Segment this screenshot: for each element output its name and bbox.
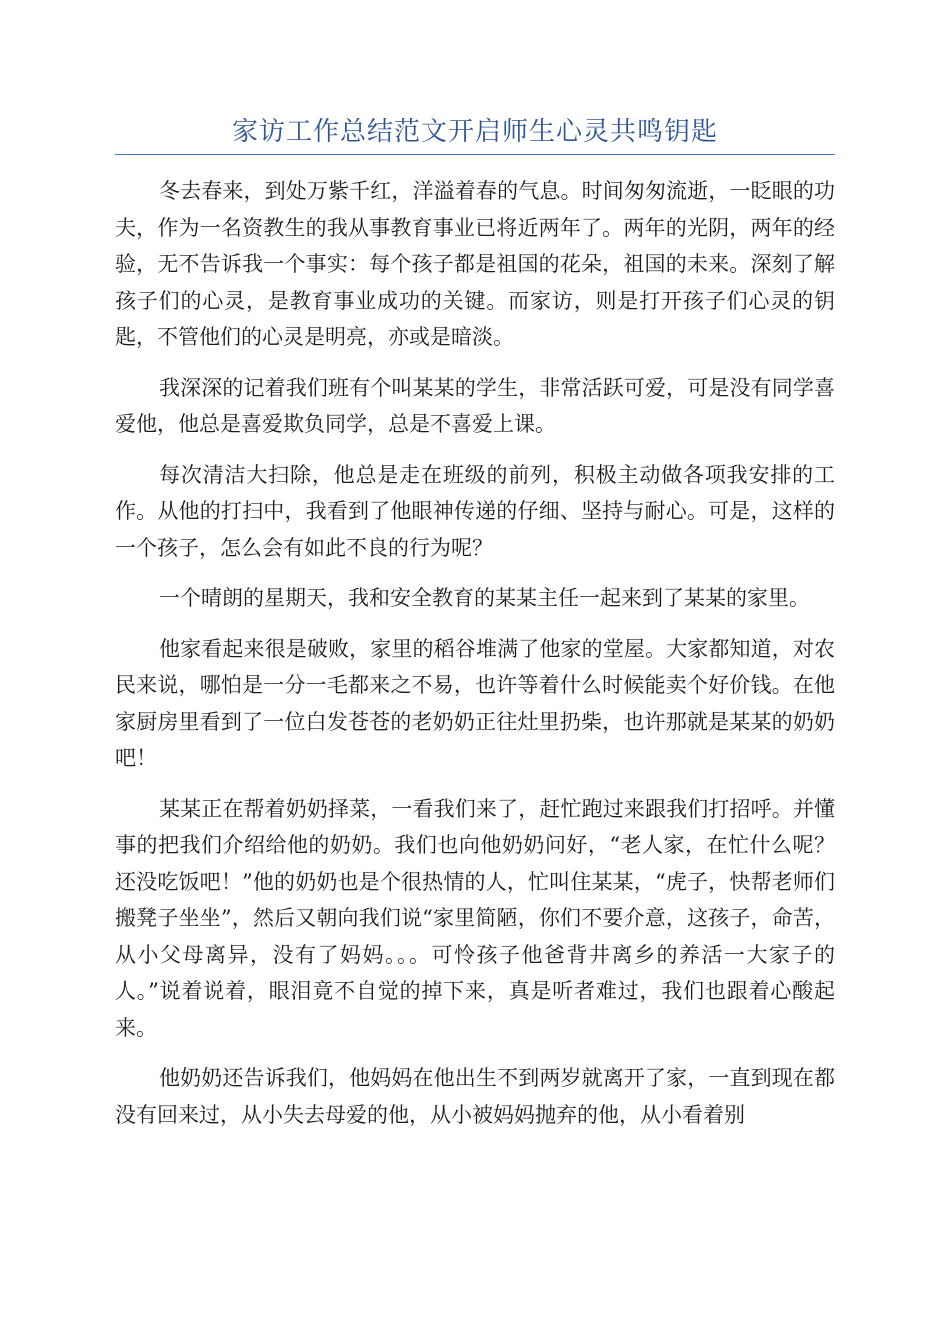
document-title: 家访工作总结范文开启师生心灵共鸣钥匙 [231,117,718,147]
paragraph-7: 他奶奶还告诉我们，他妈妈在他出生不到两岁就离开了家，一直到现在都没有回来过，从小失去母爱的他，从小被妈妈抛弃的他，从小看着别 [115,1066,835,1127]
title-underline [115,154,835,155]
paragraph-1: 冬去春来，到处万紫千红，洋溢着春的气息。时间匆匆流逝，一眨眼的功夫，作为一名资教生的我从事教育事业已将近两年了。两年的光阴，两年的经验，无不告诉我一个事实：每个孩子都是祖国的花朵，祖国的未来。深刻了解孩子们的心灵，是教育事业成功的关键。而家访，则是打开孩子们心灵的钥匙，不管他们的心灵是明亮，亦或是暗淡。 [115,179,835,349]
paragraph-2: 我深深的记着我们班有个叫某某的学生，非常活跃可爱，可是没有同学喜爱他，他总是喜爱欺负同学，总是不喜爱上课。 [115,375,835,436]
paragraph-6: 某某正在帮着奶奶择菜，一看我们来了，赶忙跑过来跟我们打招呼。并懂事的把我们介绍给他的奶奶。我们也向他奶奶问好，“老人家，在忙什么呢？还没吃饭吧！”他的奶奶也是个很热情的人，忙叫住某某，“虎子，快帮老师们搬凳子坐坐”，然后又朝向我们说“家里简陋，你们不要介意，这孩子，命苦，从小父母离异，没有了妈妈。。。可怜孩子他爸背井离乡的养活一大家子的人。”说着说着，眼泪竟不自觉的掉下来，真是听者难过，我们也跟着心酸起来。 [115,796,835,1040]
paragraph-5: 他家看起来很是破败，家里的稻谷堆满了他家的堂屋。大家都知道，对农民来说，哪怕是一分一毛都来之不易，也许等着什么时候能卖个好价钱。在他家厨房里看到了一位白发苍苍的老奶奶正往灶里扔柴，也许那就是某某的奶奶吧！ [115,636,835,770]
paragraph-3: 每次清洁大扫除，他总是走在班级的前列，积极主动做各项我安排的工作。从他的打扫中，我看到了他眼神传递的仔细、坚持与耐心。可是，这样的一个孩子，怎么会有如此不良的行为呢？ [115,462,835,560]
paragraph-4: 一个晴朗的星期天，我和安全教育的某某主任一起来到了某某的家里。 [159,586,810,610]
document-body [115,173,835,1147]
